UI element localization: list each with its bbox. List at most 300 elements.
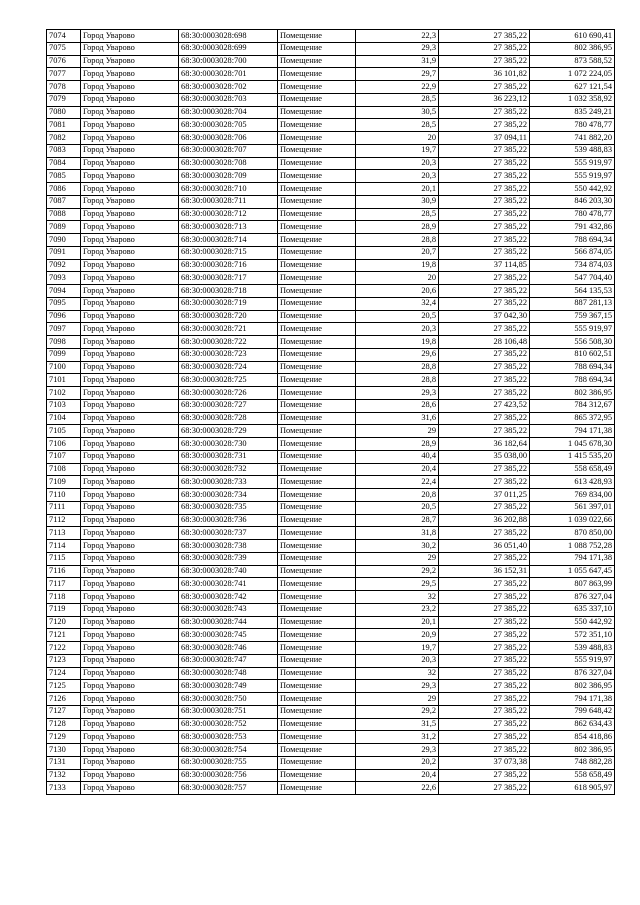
cadastral-number: 68:30:0003028:746 bbox=[179, 642, 278, 655]
unit-cost-value: 37 094,11 bbox=[439, 132, 530, 145]
object-type: Помещение bbox=[278, 693, 356, 706]
settlement-name: Город Уварово bbox=[81, 387, 179, 400]
object-type: Помещение bbox=[278, 578, 356, 591]
cadastral-number: 68:30:0003028:736 bbox=[179, 514, 278, 527]
cadastral-number: 68:30:0003028:702 bbox=[179, 81, 278, 94]
cadastral-value: 1 039 022,66 bbox=[530, 514, 615, 527]
table-row bbox=[47, 55, 615, 68]
cadastral-value: 802 386,95 bbox=[530, 387, 615, 400]
row-number: 7090 bbox=[47, 234, 81, 247]
table-row bbox=[47, 183, 615, 196]
cadastral-number: 68:30:0003028:725 bbox=[179, 374, 278, 387]
row-number: 7111 bbox=[47, 501, 81, 514]
row-number: 7091 bbox=[47, 246, 81, 259]
settlement-name: Город Уварово bbox=[81, 297, 179, 310]
object-type: Помещение bbox=[278, 55, 356, 68]
unit-cost-value: 27 385,22 bbox=[439, 348, 530, 361]
cadastral-number: 68:30:0003028:706 bbox=[179, 132, 278, 145]
object-type: Помещение bbox=[278, 170, 356, 183]
table-row bbox=[47, 234, 615, 247]
cadastral-value: 807 863,99 bbox=[530, 578, 615, 591]
area-value: 20,1 bbox=[356, 616, 439, 629]
area-value: 29 bbox=[356, 425, 439, 438]
cadastral-value: 613 428,93 bbox=[530, 476, 615, 489]
cadastral-value: 784 312,67 bbox=[530, 399, 615, 412]
table-row bbox=[47, 591, 615, 604]
area-value: 40,4 bbox=[356, 450, 439, 463]
unit-cost-value: 27 385,22 bbox=[439, 106, 530, 119]
row-number: 7080 bbox=[47, 106, 81, 119]
property-table bbox=[46, 29, 615, 795]
row-number: 7126 bbox=[47, 693, 81, 706]
unit-cost-value: 37 073,38 bbox=[439, 756, 530, 769]
area-value: 32 bbox=[356, 667, 439, 680]
cadastral-number: 68:30:0003028:718 bbox=[179, 285, 278, 298]
area-value: 28,8 bbox=[356, 374, 439, 387]
unit-cost-value: 27 385,22 bbox=[439, 374, 530, 387]
table-row bbox=[47, 667, 615, 680]
area-value: 31,8 bbox=[356, 527, 439, 540]
table-row bbox=[47, 463, 615, 476]
unit-cost-value: 27 385,22 bbox=[439, 527, 530, 540]
object-type: Помещение bbox=[278, 157, 356, 170]
cadastral-number: 68:30:0003028:744 bbox=[179, 616, 278, 629]
area-value: 20,9 bbox=[356, 629, 439, 642]
row-number: 7086 bbox=[47, 183, 81, 196]
area-value: 28,9 bbox=[356, 221, 439, 234]
table-row bbox=[47, 208, 615, 221]
area-value: 31,6 bbox=[356, 412, 439, 425]
row-number: 7118 bbox=[47, 591, 81, 604]
cadastral-value: 566 874,05 bbox=[530, 246, 615, 259]
object-type: Помещение bbox=[278, 412, 356, 425]
settlement-name: Город Уварово bbox=[81, 718, 179, 731]
cadastral-value: 802 386,95 bbox=[530, 42, 615, 55]
settlement-name: Город Уварово bbox=[81, 769, 179, 782]
settlement-name: Город Уварово bbox=[81, 144, 179, 157]
area-value: 28,7 bbox=[356, 514, 439, 527]
row-number: 7098 bbox=[47, 336, 81, 349]
unit-cost-value: 36 182,64 bbox=[439, 438, 530, 451]
table-row bbox=[47, 501, 615, 514]
settlement-name: Город Уварово bbox=[81, 157, 179, 170]
table-row bbox=[47, 42, 615, 55]
settlement-name: Город Уварово bbox=[81, 323, 179, 336]
object-type: Помещение bbox=[278, 438, 356, 451]
table-row bbox=[47, 629, 615, 642]
table-row bbox=[47, 514, 615, 527]
settlement-name: Город Уварово bbox=[81, 30, 179, 43]
row-number: 7117 bbox=[47, 578, 81, 591]
cadastral-number: 68:30:0003028:731 bbox=[179, 450, 278, 463]
cadastral-number: 68:30:0003028:713 bbox=[179, 221, 278, 234]
settlement-name: Город Уварово bbox=[81, 93, 179, 106]
row-number: 7089 bbox=[47, 221, 81, 234]
area-value: 28,5 bbox=[356, 208, 439, 221]
settlement-name: Город Уварово bbox=[81, 81, 179, 94]
area-value: 29,5 bbox=[356, 578, 439, 591]
table-row bbox=[47, 603, 615, 616]
table-row bbox=[47, 336, 615, 349]
table-row bbox=[47, 68, 615, 81]
unit-cost-value: 27 385,22 bbox=[439, 387, 530, 400]
settlement-name: Город Уварово bbox=[81, 642, 179, 655]
settlement-name: Город Уварово bbox=[81, 106, 179, 119]
settlement-name: Город Уварово bbox=[81, 348, 179, 361]
object-type: Помещение bbox=[278, 705, 356, 718]
row-number: 7122 bbox=[47, 642, 81, 655]
object-type: Помещение bbox=[278, 399, 356, 412]
object-type: Помещение bbox=[278, 208, 356, 221]
cadastral-value: 555 919,97 bbox=[530, 654, 615, 667]
cadastral-value: 862 634,43 bbox=[530, 718, 615, 731]
table-row bbox=[47, 693, 615, 706]
unit-cost-value: 27 385,22 bbox=[439, 629, 530, 642]
object-type: Помещение bbox=[278, 310, 356, 323]
unit-cost-value: 27 385,22 bbox=[439, 603, 530, 616]
unit-cost-value: 37 011,25 bbox=[439, 489, 530, 502]
table-row bbox=[47, 476, 615, 489]
unit-cost-value: 27 385,22 bbox=[439, 654, 530, 667]
area-value: 19,7 bbox=[356, 144, 439, 157]
settlement-name: Город Уварово bbox=[81, 425, 179, 438]
cadastral-number: 68:30:0003028:711 bbox=[179, 195, 278, 208]
table-row bbox=[47, 81, 615, 94]
settlement-name: Город Уварово bbox=[81, 68, 179, 81]
cadastral-number: 68:30:0003028:705 bbox=[179, 119, 278, 132]
table-row bbox=[47, 565, 615, 578]
settlement-name: Город Уварово bbox=[81, 42, 179, 55]
settlement-name: Город Уварово bbox=[81, 412, 179, 425]
object-type: Помещение bbox=[278, 527, 356, 540]
area-value: 22,3 bbox=[356, 30, 439, 43]
settlement-name: Город Уварово bbox=[81, 132, 179, 145]
settlement-name: Город Уварово bbox=[81, 667, 179, 680]
settlement-name: Город Уварово bbox=[81, 782, 179, 795]
table-row bbox=[47, 195, 615, 208]
settlement-name: Город Уварово bbox=[81, 310, 179, 323]
settlement-name: Город Уварово bbox=[81, 578, 179, 591]
row-number: 7102 bbox=[47, 387, 81, 400]
object-type: Помещение bbox=[278, 654, 356, 667]
area-value: 29,3 bbox=[356, 42, 439, 55]
cadastral-value: 794 171,38 bbox=[530, 693, 615, 706]
row-number: 7096 bbox=[47, 310, 81, 323]
object-type: Помещение bbox=[278, 731, 356, 744]
row-number: 7097 bbox=[47, 323, 81, 336]
cadastral-number: 68:30:0003028:732 bbox=[179, 463, 278, 476]
cadastral-number: 68:30:0003028:730 bbox=[179, 438, 278, 451]
object-type: Помещение bbox=[278, 119, 356, 132]
row-number: 7127 bbox=[47, 705, 81, 718]
table-row bbox=[47, 756, 615, 769]
row-number: 7130 bbox=[47, 744, 81, 757]
table-row bbox=[47, 705, 615, 718]
row-number: 7084 bbox=[47, 157, 81, 170]
object-type: Помещение bbox=[278, 476, 356, 489]
cadastral-number: 68:30:0003028:738 bbox=[179, 540, 278, 553]
settlement-name: Город Уварово bbox=[81, 399, 179, 412]
settlement-name: Город Уварово bbox=[81, 565, 179, 578]
unit-cost-value: 36 202,88 bbox=[439, 514, 530, 527]
table-row bbox=[47, 119, 615, 132]
unit-cost-value: 27 385,22 bbox=[439, 30, 530, 43]
document-page bbox=[46, 29, 615, 795]
settlement-name: Город Уварово bbox=[81, 540, 179, 553]
cadastral-number: 68:30:0003028:756 bbox=[179, 769, 278, 782]
unit-cost-value: 27 385,22 bbox=[439, 272, 530, 285]
row-number: 7103 bbox=[47, 399, 81, 412]
cadastral-number: 68:30:0003028:709 bbox=[179, 170, 278, 183]
row-number: 7083 bbox=[47, 144, 81, 157]
cadastral-number: 68:30:0003028:727 bbox=[179, 399, 278, 412]
row-number: 7085 bbox=[47, 170, 81, 183]
cadastral-number: 68:30:0003028:757 bbox=[179, 782, 278, 795]
row-number: 7114 bbox=[47, 540, 81, 553]
row-number: 7115 bbox=[47, 552, 81, 565]
unit-cost-value: 27 385,22 bbox=[439, 578, 530, 591]
unit-cost-value: 27 385,22 bbox=[439, 782, 530, 795]
table-row bbox=[47, 412, 615, 425]
cadastral-value: 1 415 535,20 bbox=[530, 450, 615, 463]
object-type: Помещение bbox=[278, 106, 356, 119]
row-number: 7110 bbox=[47, 489, 81, 502]
settlement-name: Город Уварово bbox=[81, 336, 179, 349]
object-type: Помещение bbox=[278, 183, 356, 196]
unit-cost-value: 36 101,82 bbox=[439, 68, 530, 81]
settlement-name: Город Уварово bbox=[81, 603, 179, 616]
settlement-name: Город Уварово bbox=[81, 234, 179, 247]
unit-cost-value: 27 385,22 bbox=[439, 221, 530, 234]
object-type: Помещение bbox=[278, 565, 356, 578]
object-type: Помещение bbox=[278, 489, 356, 502]
unit-cost-value: 27 385,22 bbox=[439, 705, 530, 718]
unit-cost-value: 37 042,30 bbox=[439, 310, 530, 323]
cadastral-number: 68:30:0003028:741 bbox=[179, 578, 278, 591]
settlement-name: Город Уварово bbox=[81, 654, 179, 667]
object-type: Помещение bbox=[278, 272, 356, 285]
row-number: 7124 bbox=[47, 667, 81, 680]
object-type: Помещение bbox=[278, 221, 356, 234]
settlement-name: Город Уварово bbox=[81, 731, 179, 744]
row-number: 7106 bbox=[47, 438, 81, 451]
area-value: 22,9 bbox=[356, 81, 439, 94]
object-type: Помещение bbox=[278, 81, 356, 94]
area-value: 20,5 bbox=[356, 501, 439, 514]
cadastral-number: 68:30:0003028:755 bbox=[179, 756, 278, 769]
cadastral-number: 68:30:0003028:737 bbox=[179, 527, 278, 540]
unit-cost-value: 27 385,22 bbox=[439, 55, 530, 68]
object-type: Помещение bbox=[278, 756, 356, 769]
table-row bbox=[47, 642, 615, 655]
cadastral-number: 68:30:0003028:712 bbox=[179, 208, 278, 221]
cadastral-number: 68:30:0003028:749 bbox=[179, 680, 278, 693]
settlement-name: Город Уварово bbox=[81, 629, 179, 642]
cadastral-value: 876 327,04 bbox=[530, 667, 615, 680]
settlement-name: Город Уварово bbox=[81, 680, 179, 693]
table-row bbox=[47, 450, 615, 463]
cadastral-value: 802 386,95 bbox=[530, 680, 615, 693]
cadastral-value: 870 850,00 bbox=[530, 527, 615, 540]
table-row bbox=[47, 552, 615, 565]
object-type: Помещение bbox=[278, 603, 356, 616]
row-number: 7093 bbox=[47, 272, 81, 285]
row-number: 7112 bbox=[47, 514, 81, 527]
area-value: 29,3 bbox=[356, 744, 439, 757]
object-type: Помещение bbox=[278, 667, 356, 680]
cadastral-number: 68:30:0003028:734 bbox=[179, 489, 278, 502]
cadastral-value: 555 919,97 bbox=[530, 157, 615, 170]
settlement-name: Город Уварово bbox=[81, 616, 179, 629]
table-row bbox=[47, 246, 615, 259]
table-row bbox=[47, 654, 615, 667]
cadastral-value: 610 690,41 bbox=[530, 30, 615, 43]
area-value: 20,3 bbox=[356, 157, 439, 170]
object-type: Помещение bbox=[278, 387, 356, 400]
cadastral-number: 68:30:0003028:708 bbox=[179, 157, 278, 170]
unit-cost-value: 27 423,52 bbox=[439, 399, 530, 412]
cadastral-number: 68:30:0003028:747 bbox=[179, 654, 278, 667]
area-value: 20 bbox=[356, 272, 439, 285]
cadastral-value: 555 919,97 bbox=[530, 323, 615, 336]
object-type: Помещение bbox=[278, 718, 356, 731]
object-type: Помещение bbox=[278, 93, 356, 106]
area-value: 20,3 bbox=[356, 323, 439, 336]
cadastral-value: 788 694,34 bbox=[530, 374, 615, 387]
unit-cost-value: 27 385,22 bbox=[439, 297, 530, 310]
row-number: 7092 bbox=[47, 259, 81, 272]
object-type: Помещение bbox=[278, 259, 356, 272]
cadastral-number: 68:30:0003028:716 bbox=[179, 259, 278, 272]
area-value: 30,2 bbox=[356, 540, 439, 553]
table-row bbox=[47, 387, 615, 400]
object-type: Помещение bbox=[278, 744, 356, 757]
cadastral-number: 68:30:0003028:728 bbox=[179, 412, 278, 425]
row-number: 7078 bbox=[47, 81, 81, 94]
object-type: Помещение bbox=[278, 348, 356, 361]
area-value: 20,5 bbox=[356, 310, 439, 323]
cadastral-value: 1 045 678,30 bbox=[530, 438, 615, 451]
unit-cost-value: 27 385,22 bbox=[439, 552, 530, 565]
object-type: Помещение bbox=[278, 361, 356, 374]
area-value: 20 bbox=[356, 132, 439, 145]
settlement-name: Город Уварово bbox=[81, 195, 179, 208]
row-number: 7109 bbox=[47, 476, 81, 489]
area-value: 20,8 bbox=[356, 489, 439, 502]
row-number: 7125 bbox=[47, 680, 81, 693]
cadastral-value: 788 694,34 bbox=[530, 234, 615, 247]
cadastral-number: 68:30:0003028:707 bbox=[179, 144, 278, 157]
object-type: Помещение bbox=[278, 629, 356, 642]
unit-cost-value: 27 385,22 bbox=[439, 616, 530, 629]
row-number: 7099 bbox=[47, 348, 81, 361]
row-number: 7075 bbox=[47, 42, 81, 55]
settlement-name: Город Уварово bbox=[81, 489, 179, 502]
object-type: Помещение bbox=[278, 323, 356, 336]
unit-cost-value: 36 051,40 bbox=[439, 540, 530, 553]
row-number: 7107 bbox=[47, 450, 81, 463]
cadastral-value: 1 088 752,28 bbox=[530, 540, 615, 553]
cadastral-number: 68:30:0003028:703 bbox=[179, 93, 278, 106]
row-number: 7132 bbox=[47, 769, 81, 782]
settlement-name: Город Уварово bbox=[81, 208, 179, 221]
cadastral-value: 539 488,83 bbox=[530, 144, 615, 157]
object-type: Помещение bbox=[278, 246, 356, 259]
cadastral-value: 887 281,13 bbox=[530, 297, 615, 310]
area-value: 31,9 bbox=[356, 55, 439, 68]
cadastral-value: 635 337,10 bbox=[530, 603, 615, 616]
area-value: 28,9 bbox=[356, 438, 439, 451]
table-row bbox=[47, 489, 615, 502]
area-value: 29,6 bbox=[356, 348, 439, 361]
object-type: Помещение bbox=[278, 616, 356, 629]
area-value: 19,8 bbox=[356, 336, 439, 349]
unit-cost-value: 27 385,22 bbox=[439, 425, 530, 438]
unit-cost-value: 27 385,22 bbox=[439, 81, 530, 94]
area-value: 29,7 bbox=[356, 68, 439, 81]
cadastral-value: 550 442,92 bbox=[530, 183, 615, 196]
table-row bbox=[47, 578, 615, 591]
unit-cost-value: 35 038,00 bbox=[439, 450, 530, 463]
table-row bbox=[47, 527, 615, 540]
unit-cost-value: 27 385,22 bbox=[439, 744, 530, 757]
cadastral-value: 741 882,20 bbox=[530, 132, 615, 145]
unit-cost-value: 27 385,22 bbox=[439, 157, 530, 170]
area-value: 20,3 bbox=[356, 654, 439, 667]
area-value: 28,8 bbox=[356, 361, 439, 374]
table-row bbox=[47, 106, 615, 119]
cadastral-value: 561 397,01 bbox=[530, 501, 615, 514]
area-value: 30,9 bbox=[356, 195, 439, 208]
settlement-name: Город Уварово bbox=[81, 119, 179, 132]
cadastral-number: 68:30:0003028:742 bbox=[179, 591, 278, 604]
cadastral-value: 734 874,03 bbox=[530, 259, 615, 272]
cadastral-number: 68:30:0003028:729 bbox=[179, 425, 278, 438]
settlement-name: Город Уварово bbox=[81, 221, 179, 234]
cadastral-value: 810 602,51 bbox=[530, 348, 615, 361]
row-number: 7119 bbox=[47, 603, 81, 616]
table-row bbox=[47, 30, 615, 43]
cadastral-number: 68:30:0003028:715 bbox=[179, 246, 278, 259]
cadastral-number: 68:30:0003028:726 bbox=[179, 387, 278, 400]
settlement-name: Город Уварово bbox=[81, 438, 179, 451]
table-row bbox=[47, 310, 615, 323]
area-value: 30,5 bbox=[356, 106, 439, 119]
settlement-name: Город Уварово bbox=[81, 552, 179, 565]
row-number: 7094 bbox=[47, 285, 81, 298]
row-number: 7120 bbox=[47, 616, 81, 629]
table-row bbox=[47, 438, 615, 451]
object-type: Помещение bbox=[278, 540, 356, 553]
area-value: 22,4 bbox=[356, 476, 439, 489]
row-number: 7121 bbox=[47, 629, 81, 642]
settlement-name: Город Уварово bbox=[81, 170, 179, 183]
cadastral-value: 802 386,95 bbox=[530, 744, 615, 757]
table-row bbox=[47, 93, 615, 106]
cadastral-number: 68:30:0003028:721 bbox=[179, 323, 278, 336]
table-row bbox=[47, 425, 615, 438]
object-type: Помещение bbox=[278, 144, 356, 157]
table-row bbox=[47, 348, 615, 361]
cadastral-number: 68:30:0003028:698 bbox=[179, 30, 278, 43]
object-type: Помещение bbox=[278, 30, 356, 43]
area-value: 29,2 bbox=[356, 565, 439, 578]
cadastral-number: 68:30:0003028:723 bbox=[179, 348, 278, 361]
settlement-name: Город Уварово bbox=[81, 246, 179, 259]
area-value: 20,2 bbox=[356, 756, 439, 769]
settlement-name: Город Уварово bbox=[81, 259, 179, 272]
unit-cost-value: 27 385,22 bbox=[439, 361, 530, 374]
